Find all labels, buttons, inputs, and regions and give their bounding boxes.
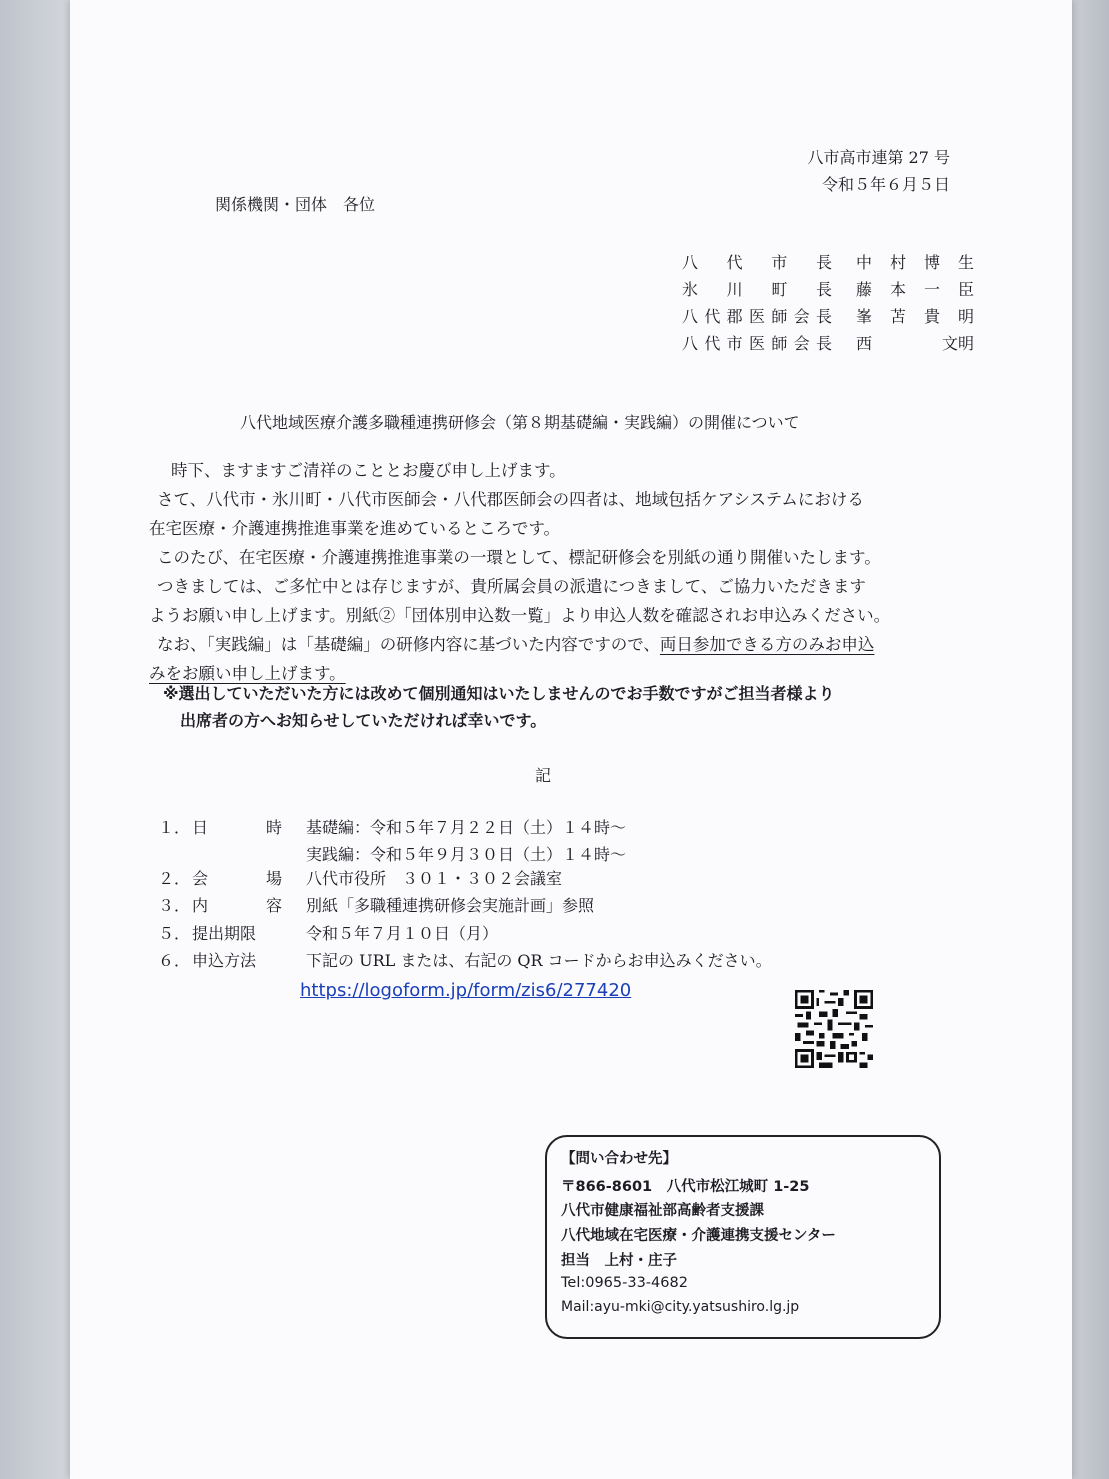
contact-department: 八代市健康福祉部高齢者支援課 bbox=[561, 1203, 764, 1219]
paragraph: このたび、在宅医療・介護連携推進事業の一環として、標記研修会を別紙の通り開催いたします。 bbox=[157, 548, 881, 567]
sender-title: 氷 川 町 長 bbox=[682, 280, 832, 299]
contact-box bbox=[545, 1135, 941, 1339]
contact-staff: 担当 上村・庄子 bbox=[561, 1253, 677, 1269]
item-value: 実践編：令和５年９月３０日（土）１４時～ bbox=[306, 845, 627, 864]
note-underlined-text: 両日参加できる方のみお申込 bbox=[659, 635, 875, 654]
sender-name: 中 村 博 生 bbox=[856, 253, 974, 272]
sender-name: 西 文明 bbox=[856, 334, 974, 353]
contact-heading: 【問い合わせ先】 bbox=[561, 1151, 677, 1167]
document-page bbox=[70, 0, 1072, 1479]
addressee: 関係機関・団体 各位 bbox=[215, 195, 376, 214]
contact-mail: Mail:ayu-mki@city.yatsushiro.lg.jp bbox=[561, 1299, 800, 1315]
sender-row bbox=[682, 277, 974, 304]
sender-row bbox=[682, 304, 974, 331]
background-left bbox=[0, 0, 70, 1479]
item-label: 内 容 bbox=[192, 896, 282, 915]
qr-code-icon[interactable] bbox=[795, 990, 873, 1068]
body-text bbox=[149, 456, 890, 688]
sender-name: 藤 本 一 臣 bbox=[856, 280, 974, 299]
item-value: 八代市役所 ３０１・３０２会議室 bbox=[306, 869, 563, 888]
application-url-link[interactable]: https://logoform.jp/form/zis6/277420 bbox=[300, 980, 632, 1001]
document-number: 八市高市連第 27 号 bbox=[807, 148, 950, 167]
sender-name: 峯 苫 貴 明 bbox=[856, 307, 974, 326]
subject-title: 八代地域医療介護多職種連携研修会（第８期基礎編・実践編）の開催について bbox=[240, 413, 800, 432]
note-text: なお、「実践編」は「基礎編」の研修内容に基づいた内容ですので、 bbox=[157, 635, 660, 654]
paragraph: 時下、ますますご清祥のこととお慶び申し上げます。 bbox=[171, 461, 566, 480]
sender-row bbox=[682, 331, 974, 358]
contact-tel: Tel:0965-33-4682 bbox=[561, 1275, 688, 1291]
item-label: 提出期限 bbox=[192, 924, 257, 943]
document-date: 令和５年６月５日 bbox=[821, 175, 950, 194]
contact-address: 〒866-8601 八代市松江城町 1-25 bbox=[561, 1179, 810, 1195]
item-value: 基礎編：令和５年７月２２日（土）１４時～ bbox=[306, 818, 627, 837]
item-value: 令和５年７月１０日（月） bbox=[306, 924, 499, 943]
paragraph: つきましては、ご多忙中とは存じますが、貴所属会員の派遣につきまして、ご協力いただきます bbox=[157, 577, 866, 596]
sender-list bbox=[682, 250, 974, 358]
contact-center: 八代地域在宅医療・介護連携支援センター bbox=[561, 1228, 836, 1244]
note-paragraph bbox=[149, 630, 890, 659]
sender-title: 八 代 市 医 師 会 長 bbox=[682, 334, 832, 353]
sender-title: 八 代 市 長 bbox=[682, 253, 832, 272]
item-value: 下記の URL または、右記の QR コードからお申込みください。 bbox=[306, 951, 772, 970]
notice-line-1: ※選出していただいた方には改めて個別通知はいたしませんのでお手数ですがご担当者様より bbox=[163, 684, 835, 703]
notice-line-2: 出席者の方へお知らせしていただければ幸いです。 bbox=[180, 711, 547, 730]
ki-heading: 記 bbox=[535, 766, 552, 785]
items-list: １． 日 時 基礎編：令和５年７月２２日（土）１４時～ 実践編：令和５年９月３０日（土）１４時～ ２． 会 場 八代市役所 ３０１・３０２会議室 ３． 内 容 別紙「多職種連携研修会実施計画」参照 ５． 提出期限 令和５年７月１０日（月） ６． 申込方法 下記の URL または、右記の QR コードからお申込みください。 bbox=[158, 815, 858, 985]
sender-row bbox=[682, 250, 974, 277]
item-value: 別紙「多職種連携研修会実施計画」参照 bbox=[306, 896, 595, 915]
paragraph: ようお願い申し上げます。別紙②「団体別申込数一覧」より申込人数を確認されお申込みください。 bbox=[149, 606, 891, 625]
paragraph: さて、八代市・氷川町・八代市医師会・八代郡医師会の四者は、地域包括ケアシステムにおける bbox=[157, 490, 864, 509]
item-label: 申込方法 bbox=[192, 951, 257, 970]
paragraph: 在宅医療・介護連携推進事業を進めているところです。 bbox=[149, 519, 561, 538]
item-label: 日 時 bbox=[192, 818, 282, 837]
item-label: 会 場 bbox=[192, 869, 282, 888]
sender-title: 八 代 郡 医 師 会 長 bbox=[682, 307, 832, 326]
note-underlined-text: みをお願い申し上げます。 bbox=[149, 664, 346, 683]
